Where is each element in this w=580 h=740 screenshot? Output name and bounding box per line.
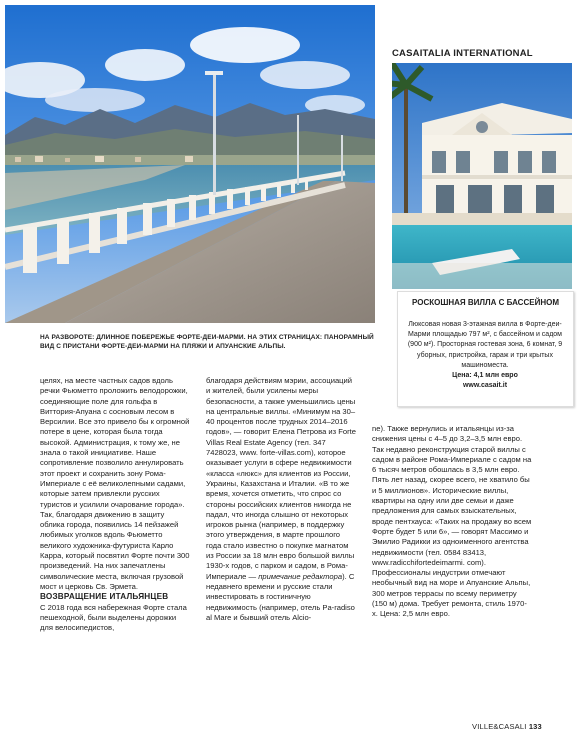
page-footer	[472, 722, 542, 731]
section-subhead: ВОЗВРАЩЕНИЕ ИТАЛЬЯНЦЕВ	[40, 592, 169, 602]
article-column-3	[372, 424, 532, 620]
page-number: 133	[528, 722, 542, 731]
column-2-paragraph	[206, 376, 356, 623]
listing-body: Люксовая новая 3-этажная вилла в Форте-деи-Марми площадью 797 м², с бассейном и садом (900 м²). Просторная гостевая зона, 6 комнат, 9 уборных, пристройка, гараж и три крытых машиноместа.	[407, 321, 563, 369]
pier-photo	[5, 5, 375, 323]
listing-website-link[interactable]: www.casait.it	[462, 382, 508, 390]
column-2-text-2: ). С недавнего времени и русские стали инвестировать в гостиничную недвижимость (например, отель Pa-radiso al Mare и бывший отель Alcio-	[206, 571, 355, 622]
listing-price: Цена: 4,1 млн евро	[452, 372, 518, 380]
villa-photo	[392, 63, 572, 289]
listing-headline: РОСКОШНАЯ ВИЛЛА С БАССЕЙНОМ	[412, 298, 559, 307]
listing-description	[404, 320, 566, 391]
article-column-1	[40, 376, 190, 633]
magazine-name: VILLE&CASALI	[472, 722, 527, 731]
sidebar-brand: CASAITALIA INTERNATIONAL	[392, 48, 533, 59]
pier-photo-illustration	[5, 5, 375, 323]
column-1-paragraph-2: С 2018 года вся набережная Форте стала пешеходной, были выделены дорожки для велосипедистов,	[40, 602, 187, 633]
column-2-text: благодаря действиям мэрии, ассоциаций и жителей, были усилены меры безопасности, а также уменьшились цены на центральные виллы. «Минимум на 30–40 процентов после трудных 2014–2016 годов», — говорит Елена Петрова из Forte Villas Real Estate Agency (тел. 347 7428023, www. forte-villas.com), которое оказывает услуги в сфере недвижимости «класса «люкс» для клиентов из России, Украины, Казахстана и Италии. «В то же время, хочется отметить, что спрос со стороны российских клиентов никогда не падал, что иногда слышно от некоторых игроков рынка (например, в поддержку этого утверждения, в марте прошлого года стало известно о покупке магнатом из России за 18 млн евро большой виллы 1930-х годов, с парком и садом, в Рома-Империале —	[206, 376, 356, 581]
column-3-paragraph: ne). Также вернулись и итальянцы из-за снижения цены с 4–5 до 3,2–3,5 млн евро. Так недавно реконструкция старой виллы с садом в районе Рома-Империале с садом на 6 тысяч метров обошлась в 3,5 млн евро. Пять лет назад, скорее всего, не хватило бы и 5 миллионов». Исторические виллы, квартиры на одну или две семьи и даже предложения для самых взыскательных, вроде пентхауса: «Таких на продажу во всем Форте будет 5 или 6», — говорят Массимо и Эмилио Радикки из одноименного агентства недвижимости (тел. 0584 83413, www.radicchifortedeimarmi. com). Профессионалы индустрии отмечают необычный вид на море и Апуанские Альпы, 300 метров террасы по всему периметру (150 м) дома. Требует ремонта, стиль 1970-х. Цена: 2,5 млн евро.	[372, 424, 532, 619]
column-1-paragraph: целях, на месте частных садов вдоль речки Фьюметто проложить велодорожки, соединяющие поле для гольфа в Виттория-Апуана с сосновым лесом в Версилии. Все это привело бы к огромной потере в цене, которая была тогда высокой. Администрация, к тому же, не знала о такой инициативе. Наше сопротивление позволило аннулировать этот проект и сохранить зону Рома-Империале с её великолепными садами, которые затем привлекли русских туристов и усилили очарование города». Так, благодаря движению в защиту облика города, появились 14 пейзажей любимых уголков вдоль Фьюметто великого художника-футуриста Карло Карра, который посвятил Форте почти 300 произведений. На них запечатлены символические места, включая грузовой мост и церковь Св. Эрмета.	[40, 376, 190, 591]
editor-note: примечание редактора	[258, 571, 343, 581]
photo-caption: НА РАЗВОРОТЕ: ДЛИННОЕ ПОБЕРЕЖЬЕ ФОРТЕ-ДЕИ-МАРМИ. НА ЭТИХ СТРАНИЦАХ: ПАНОРАМНЫЙ ВИД С ПРИСТАНИ ФОРТЕ-ДЕИ-МАРМИ НА ПЛЯЖИ И АПУАНСКИЕ АЛЬПЫ.	[40, 334, 374, 350]
villa-photo-illustration	[392, 63, 572, 289]
article-column-2	[206, 376, 356, 623]
